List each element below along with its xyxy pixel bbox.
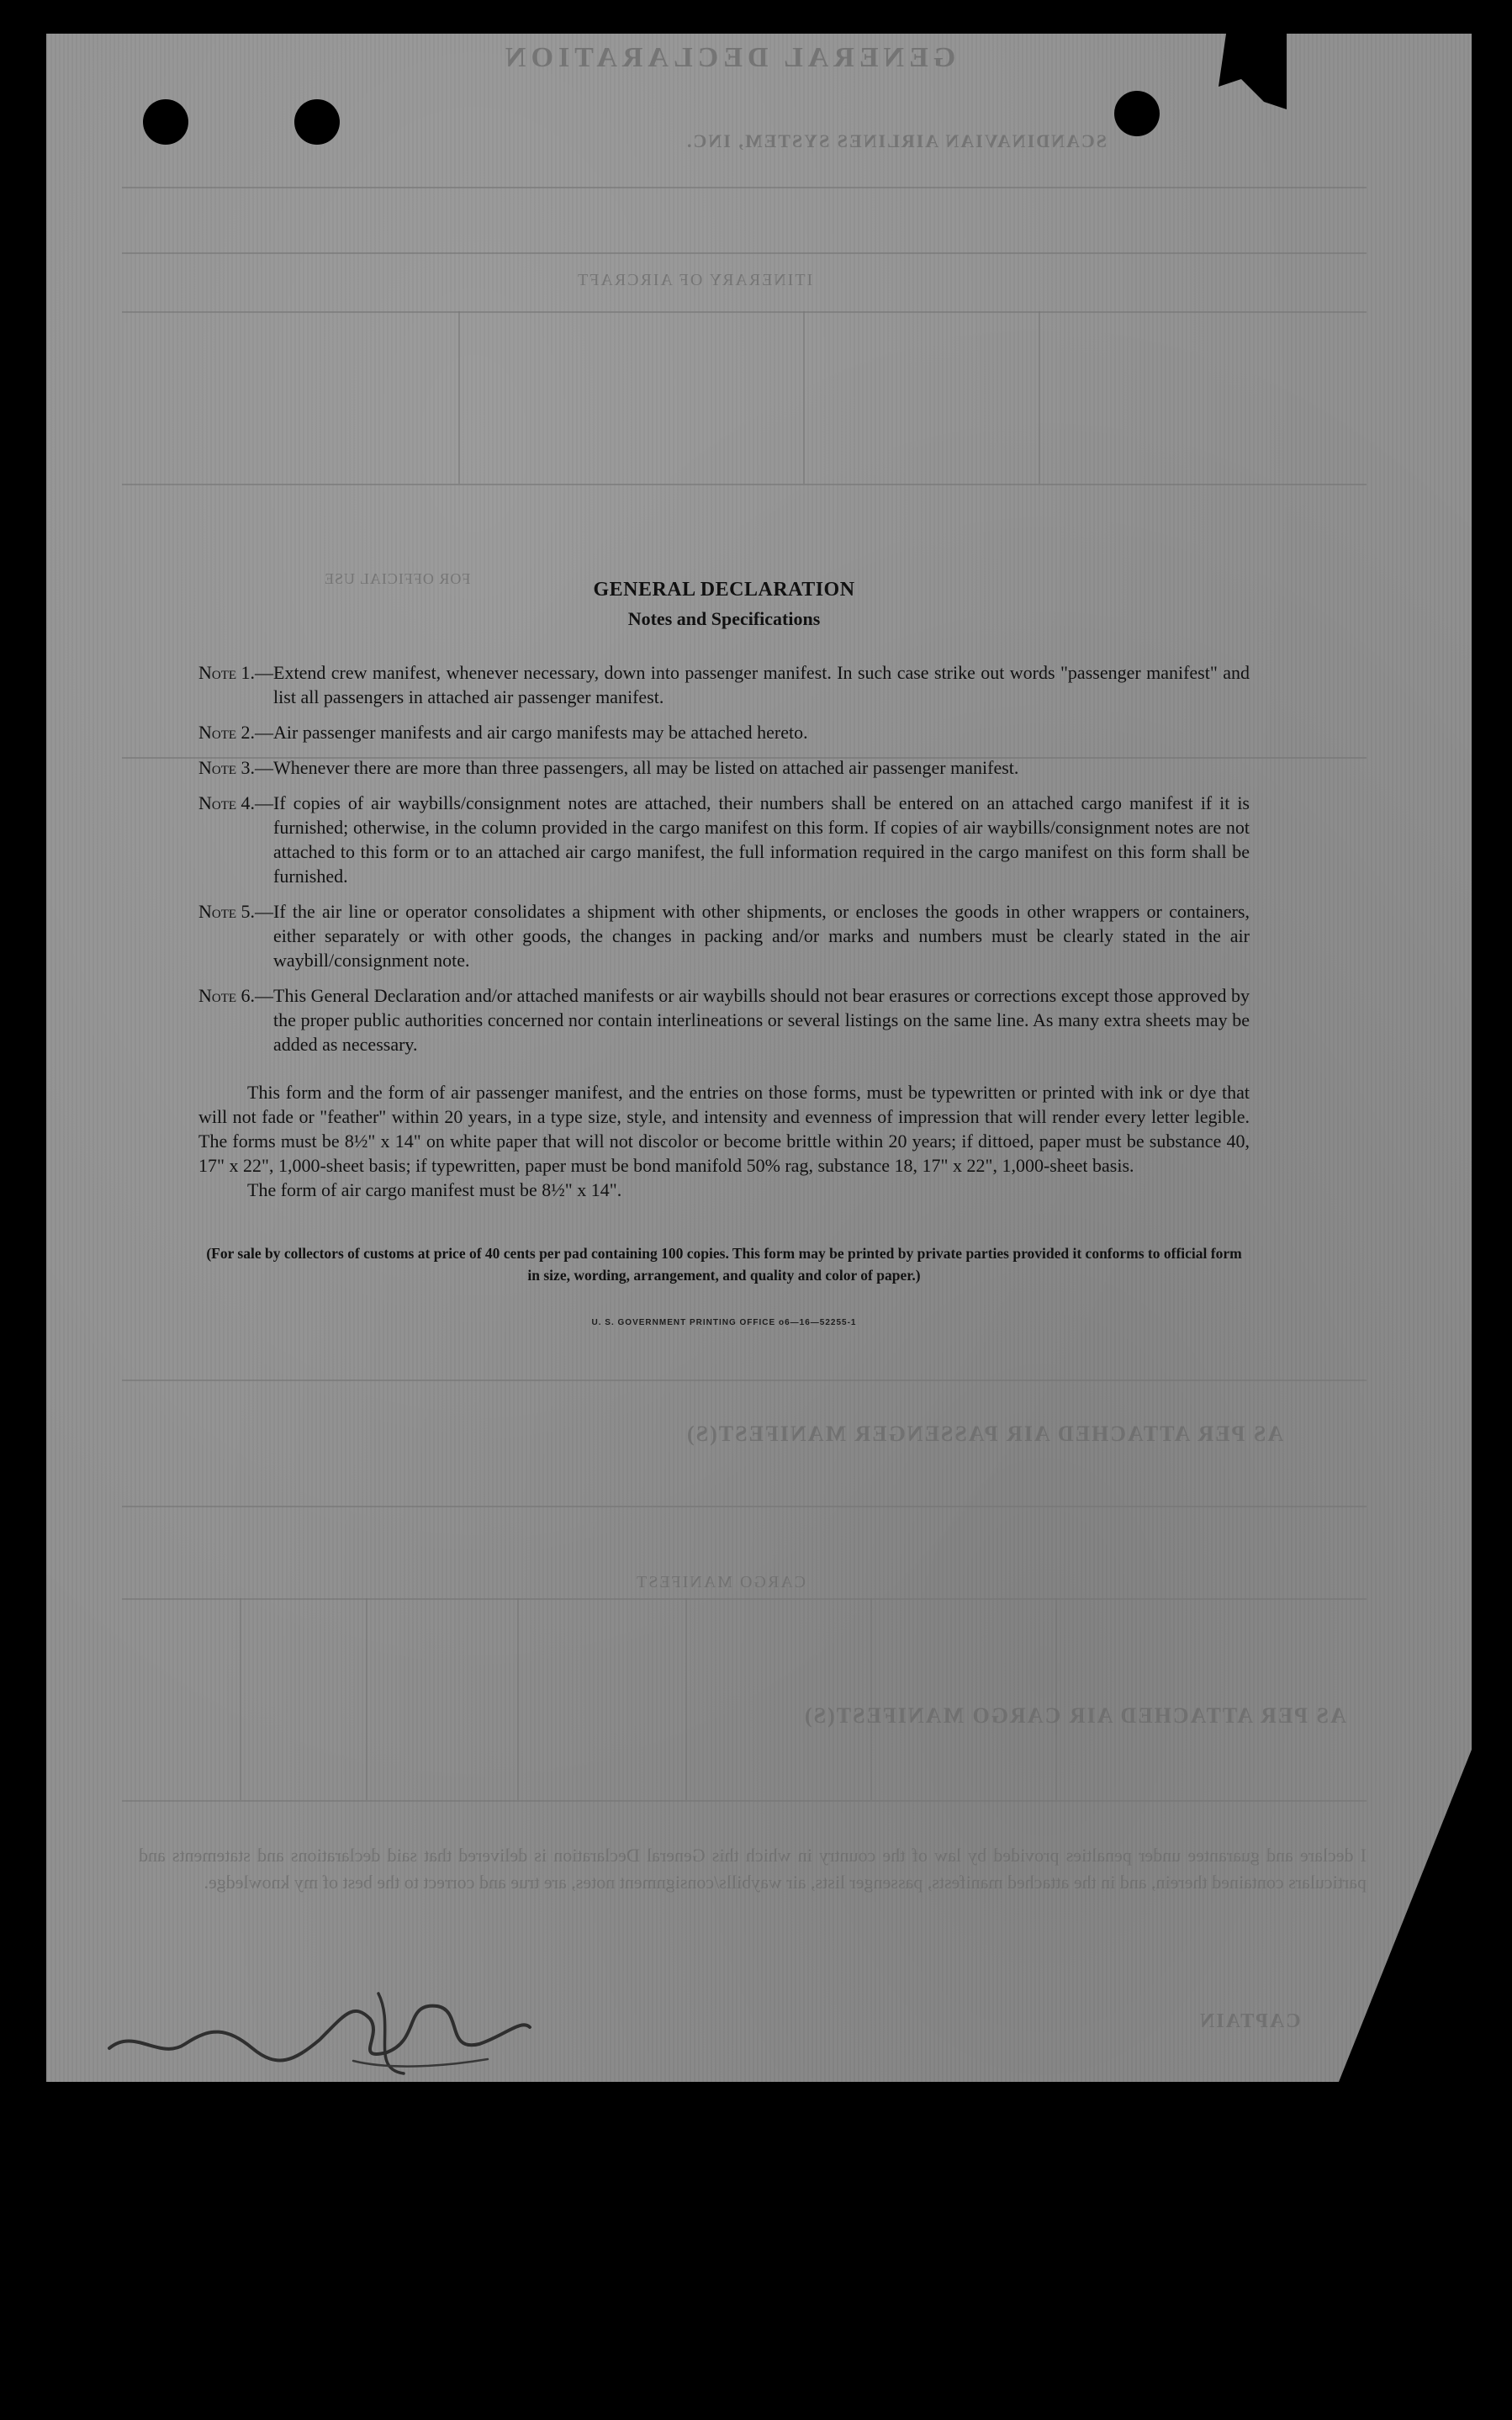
- bleed-declaration: I declare and guarantee under penalties provided by law of the country in which this General Declaration is delivered that said declarations and statements and particulars contained therein, and in the attached manifests, passenger lists, air waybills/consignment notes, are true and correct to the best of my knowledge.: [139, 1845, 1367, 1893]
- bleed-airline: SCANDINAVIAN AIRLINES SYSTEM, INC.: [685, 130, 1107, 151]
- bleed-rule-9: [122, 1800, 1367, 1802]
- note-text: This General Declaration and/or attached manifests or air waybills should not bear erasures or corrections except those approved by the proper public authorities concerned nor contain interlineations or several listings on the same line. As many extra sheets may be added as necessary.: [273, 985, 1250, 1055]
- note-text: Whenever there are more than three passengers, all may be listed on attached air passenger manifest.: [273, 757, 1019, 778]
- sale-notice: (For sale by collectors of customs at price of 40 cents per pad containing 100 copies. This form may be printed by private parties provided it conforms to official form in size, wording, arrangement, and quality and color of paper.): [206, 1245, 1242, 1284]
- note-label: Note 5.—: [198, 901, 274, 922]
- note-text: Extend crew manifest, whenever necessary, down into passenger manifest. In such case strike out words "passenger manifest" and list all passengers in attached air passenger manifest.: [273, 662, 1250, 707]
- printing-office-imprint: U. S. GOVERNMENT PRINTING OFFICE o6—16—52255-1: [591, 1318, 857, 1327]
- bleed-col-2: [803, 311, 805, 484]
- document-title: GENERAL DECLARATION: [593, 579, 855, 601]
- form-requirements-paragraph: This form and the form of air passenger manifest, and the entries on those forms, must be typewritten or printed with ink or dye that will not fade or "feather" within 20 years, in a type size, style, and intensity and evenness of impression that will render every letter legible. The forms must be 8½" x 14" on white paper that will not discolor or become brittle within 20 years; if dittoed, paper must be substance 40, 17" x 22", 1,000-sheet basis; if typewritten, paper must be bond manifold 50% rag, substance 18, 17" x 22", 1,000-sheet basis.: [198, 1082, 1250, 1176]
- bleed-rule-7: [122, 1506, 1367, 1507]
- bleed-col-5: [366, 1598, 367, 1800]
- signature-scrawl: [101, 1968, 538, 2086]
- bleed-col-9: [1055, 1598, 1057, 1800]
- bleed-captain: CAPTAIN: [1198, 2010, 1301, 2032]
- note-text: If the air line or operator consolidates a shipment with other shipments, or encloses the goods in other wrappers or containers, either separately or with other goods, the changes in packing and/or marks and numbers must be clearly stated in the air waybill/consignment note.: [273, 901, 1250, 971]
- bleed-rule-6: [122, 1379, 1367, 1381]
- folded-corner: [1337, 1750, 1472, 2086]
- note-5: [198, 899, 1250, 972]
- note-3: [198, 755, 1250, 780]
- notes-list: [198, 660, 1250, 1056]
- bleed-cargo-manifest: AS PER ATTACHED AIR CARGO MANIFEST(S): [803, 1703, 1346, 1728]
- notes-and-specifications: [198, 579, 1250, 1327]
- bleed-col-3: [1039, 311, 1040, 484]
- note-label: Note 2.—: [198, 722, 274, 743]
- note-label: Note 1.—: [198, 662, 274, 683]
- note-text: If copies of air waybills/consignment notes are attached, their numbers shall be entered on an attached cargo manifest if it is furnished; otherwise, in the column provided in the cargo manifest on this form. If copies of air waybills/consignment notes are not attached to this form or to an attached air cargo manifest, the full information required in the cargo manifest on this form shall be furnished.: [273, 792, 1250, 887]
- bleed-top-title: GENERAL DECLARATION: [500, 42, 956, 73]
- cargo-manifest-size-paragraph: The form of air cargo manifest must be 8½" x 14".: [247, 1179, 622, 1200]
- punch-hole-1: [143, 99, 188, 145]
- document-subtitle: Notes and Specifications: [627, 608, 821, 629]
- note-1: [198, 660, 1250, 709]
- note-label: Note 6.—: [198, 985, 274, 1006]
- bleed-col-6: [517, 1598, 519, 1800]
- bleed-rule-2: [122, 252, 1367, 254]
- bleed-col-7: [685, 1598, 687, 1800]
- bleed-itinerary: ITINERARY OF AIRCRAFT: [576, 271, 813, 289]
- note-label: Note 4.—: [198, 792, 274, 813]
- note-text: Air passenger manifests and air cargo manifests may be attached hereto.: [273, 722, 808, 743]
- bleed-rule-3: [122, 311, 1367, 313]
- bleed-passenger-manifest: AS PER ATTACHED AIR PASSENGER MANIFEST(S): [685, 1422, 1284, 1446]
- bleed-cargo-header: CARGO MANIFEST: [635, 1573, 806, 1591]
- bleed-rule-4: [122, 484, 1367, 485]
- note-2: [198, 720, 1250, 744]
- note-4: [198, 791, 1250, 888]
- bleed-col-4: [240, 1598, 241, 1800]
- bleed-official-use: FOR OFFICIAL USE: [324, 570, 471, 587]
- bleed-rule-1: [122, 187, 1367, 188]
- punch-hole-3: [1114, 91, 1160, 136]
- punch-hole-2: [294, 99, 340, 145]
- bleed-col-1: [458, 311, 460, 484]
- bleed-rule-8: [122, 1598, 1367, 1600]
- bleed-col-8: [870, 1598, 872, 1800]
- note-label: Note 3.—: [198, 757, 274, 778]
- note-6: [198, 983, 1250, 1056]
